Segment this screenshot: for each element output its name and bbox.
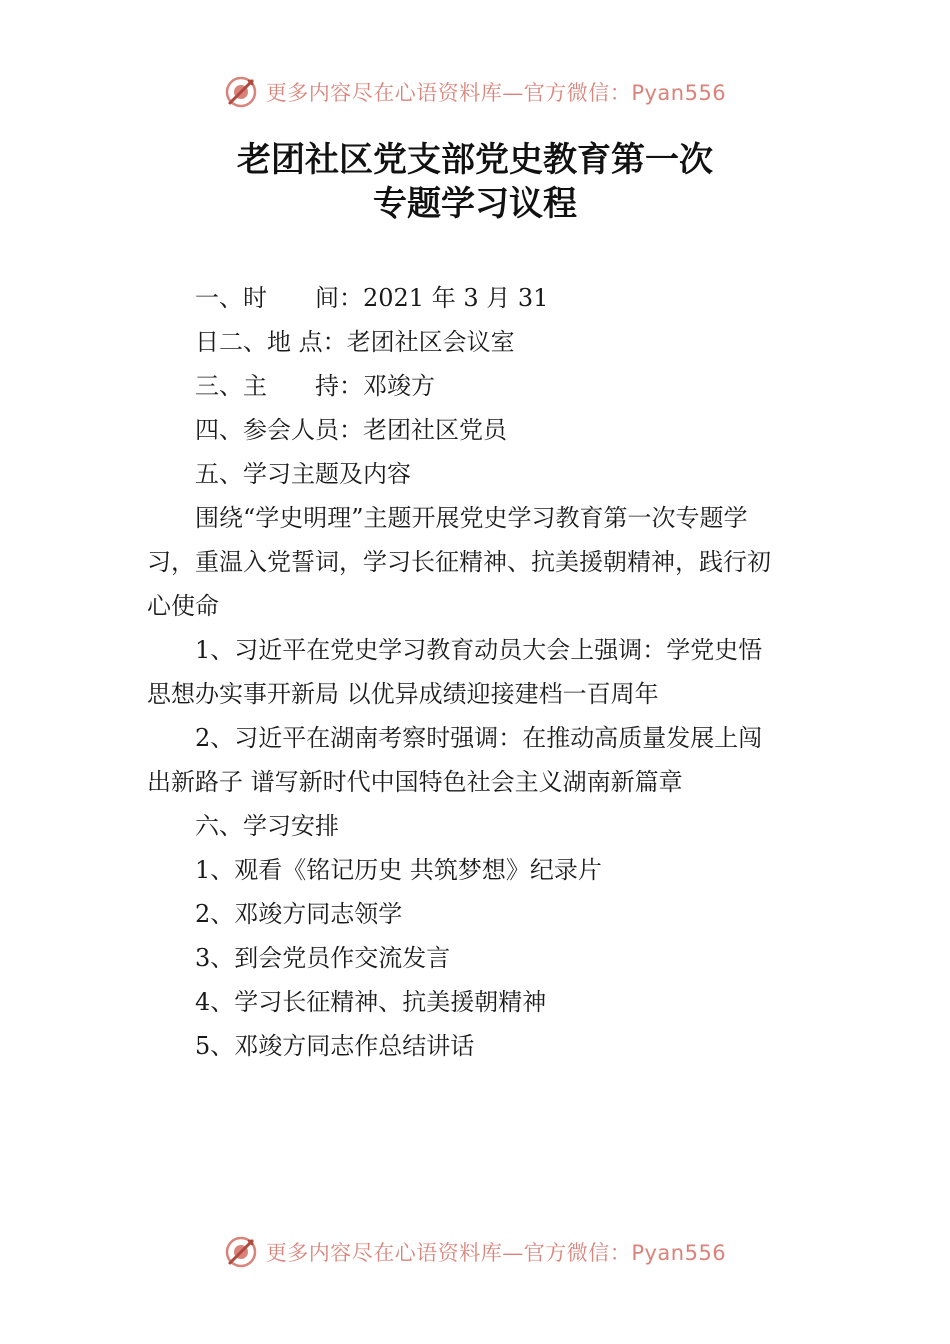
- body-line: 五、学习主题及内容: [195, 460, 411, 488]
- body-line: 思想办实事开新局 以优异成绩迎接建档一百周年: [147, 680, 659, 708]
- body-line: 2、习近平在湖南考察时强调：在推动高质量发展上闯: [195, 724, 763, 752]
- body-line: 四、参会人员：老团社区党员: [195, 416, 507, 444]
- body-line: 1、观看《铭记历史 共筑梦想》纪录片: [195, 856, 602, 884]
- body-line: 5、邓竣方同志作总结讲话: [195, 1032, 475, 1060]
- title-line-2: 专题学习议程: [373, 184, 577, 224]
- body-line: 出新路子 谱写新时代中国特色社会主义湖南新篇章: [147, 768, 683, 796]
- document-body: [147, 276, 817, 1068]
- body-line: 3、到会党员作交流发言: [195, 944, 451, 972]
- watermark-label: 更多内容尽在心语资料库—官方微信：: [265, 1241, 632, 1265]
- watermark-label: 更多内容尽在心语资料库—官方微信：: [265, 81, 632, 105]
- watermark-wechat-id: Pyan556: [631, 1241, 727, 1265]
- body-line: 六、学习安排: [195, 812, 339, 840]
- watermark-wechat-id: Pyan556: [631, 81, 727, 105]
- logo-icon: [224, 75, 258, 109]
- body-line: 围绕“学史明理”主题开展党史学习教育第一次专题学: [195, 504, 748, 532]
- body-line: 4、学习长征精神、抗美援朝精神: [195, 988, 547, 1016]
- footer-watermark: [0, 1232, 950, 1272]
- body-line: 2、邓竣方同志领学: [195, 900, 403, 928]
- body-line: 日二、地 点：老团社区会议室: [195, 328, 515, 356]
- watermark-text: [266, 77, 726, 107]
- body-line: 1、习近平在党史学习教育动员大会上强调：学党史悟: [195, 636, 763, 664]
- body-line: 三、主 持：邓竣方: [195, 372, 435, 400]
- body-line: 习，重温入党誓词，学习长征精神、抗美援朝精神，践行初: [147, 548, 771, 576]
- header-watermark: [0, 72, 950, 112]
- title-line-1: 老团社区党支部党史教育第一次: [237, 140, 713, 180]
- body-line: 心使命: [147, 592, 219, 620]
- logo-icon: [224, 1235, 258, 1269]
- body-line: 一、时 间：2021 年 3 月 31: [195, 284, 549, 312]
- document-title: [0, 138, 950, 226]
- watermark-text: [266, 1237, 726, 1267]
